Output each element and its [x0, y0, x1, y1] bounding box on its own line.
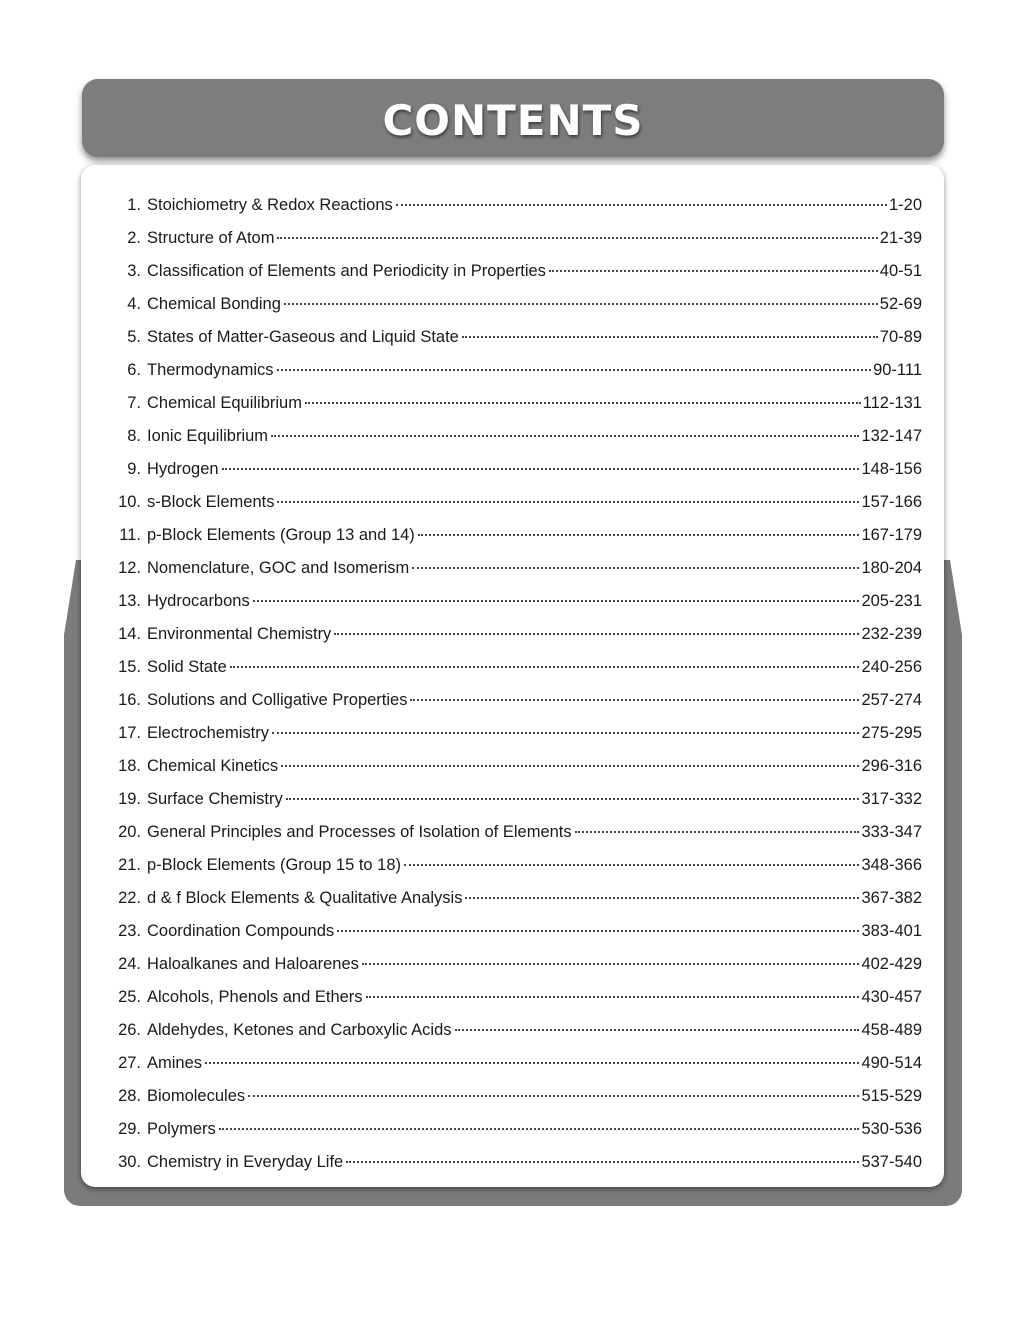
dot-leader — [362, 963, 860, 965]
chapter-number: 24. — [118, 955, 141, 973]
chapter-title: Chemistry in Everyday Life — [147, 1153, 344, 1171]
chapter-number: 12. — [118, 559, 141, 577]
chapter-title: p-Block Elements (Group 15 to 18) — [147, 856, 402, 874]
page-title: CONTENTS — [382, 96, 644, 145]
page-range: 275-295 — [861, 724, 922, 742]
toc-list — [111, 196, 922, 1186]
toc-entry[interactable] — [111, 823, 922, 856]
chapter-title: Classification of Elements and Periodicity in Properties — [147, 262, 546, 280]
chapter-title: Hydrogen — [147, 460, 219, 478]
dot-leader — [396, 204, 887, 206]
chapter-number: 17. — [118, 724, 141, 742]
page-range: 537-540 — [861, 1153, 922, 1171]
dot-leader — [271, 435, 859, 437]
chapter-title: General Principles and Processes of Isolation of Elements — [147, 823, 572, 841]
toc-entry[interactable] — [111, 1087, 922, 1120]
toc-entry[interactable] — [111, 592, 922, 625]
page-range: 458-489 — [861, 1021, 922, 1039]
chapter-number: 6. — [127, 361, 141, 379]
toc-entry[interactable] — [111, 625, 922, 658]
chapter-title: Nomenclature, GOC and Isomerism — [147, 559, 410, 577]
dot-leader — [277, 501, 859, 503]
chapter-number: 26. — [118, 1021, 141, 1039]
chapter-number: 16. — [118, 691, 141, 709]
page-range: 232-239 — [861, 625, 922, 643]
chapter-title: Solid State — [147, 658, 227, 676]
page-range: 90-111 — [873, 361, 922, 379]
chapter-number: 28. — [118, 1087, 141, 1105]
chapter-title: Biomolecules — [147, 1087, 246, 1105]
toc-entry[interactable] — [111, 889, 922, 922]
dot-leader — [284, 303, 878, 305]
chapter-title: Polymers — [147, 1120, 216, 1138]
page-range: 148-156 — [861, 460, 922, 478]
toc-entry[interactable] — [111, 1021, 922, 1054]
chapter-number: 25. — [118, 988, 141, 1006]
toc-entry[interactable] — [111, 724, 922, 757]
chapter-number: 5. — [127, 328, 141, 346]
toc-entry[interactable] — [111, 1120, 922, 1153]
toc-entry[interactable] — [111, 955, 922, 988]
page-range: 257-274 — [861, 691, 922, 709]
toc-entry[interactable] — [111, 922, 922, 955]
chapter-title: Aldehydes, Ketones and Carboxylic Acids — [147, 1021, 452, 1039]
page-range: 167-179 — [861, 526, 922, 544]
toc-entry[interactable] — [111, 757, 922, 790]
dot-leader — [412, 567, 859, 569]
toc-entry[interactable] — [111, 196, 922, 229]
page-range: 132-147 — [861, 427, 922, 445]
chapter-number: 11. — [119, 526, 141, 544]
chapter-title: d & f Block Elements & Qualitative Analysis — [147, 889, 463, 907]
chapter-title: Hydrocarbons — [147, 592, 250, 610]
chapter-number: 20. — [118, 823, 141, 841]
page-range: 402-429 — [861, 955, 922, 973]
chapter-number: 21. — [118, 856, 141, 874]
page-range: 367-382 — [861, 889, 922, 907]
dot-leader — [404, 864, 859, 866]
dot-leader — [253, 600, 860, 602]
dot-leader — [334, 633, 859, 635]
chapter-number: 27. — [118, 1054, 141, 1072]
chapter-title: Amines — [147, 1054, 203, 1072]
page-range: 383-401 — [861, 922, 922, 940]
dot-leader — [455, 1029, 860, 1031]
chapter-title: s-Block Elements — [147, 493, 275, 511]
page-range: 530-536 — [861, 1120, 922, 1138]
toc-card — [81, 165, 944, 1187]
toc-entry[interactable] — [111, 394, 922, 427]
chapter-title: Chemical Bonding — [147, 295, 281, 313]
dot-leader — [465, 897, 859, 899]
chapter-number: 15. — [118, 658, 141, 676]
chapter-number: 4. — [127, 295, 141, 313]
page-range: 430-457 — [861, 988, 922, 1006]
chapter-title: Thermodynamics — [147, 361, 274, 379]
dot-leader — [549, 270, 878, 272]
toc-entry[interactable] — [111, 691, 922, 724]
dot-leader — [305, 402, 861, 404]
page-range: 21-39 — [879, 229, 922, 247]
dot-leader — [248, 1095, 859, 1097]
toc-entry[interactable] — [111, 262, 922, 295]
page-range: 1-20 — [888, 196, 922, 214]
toc-entry[interactable] — [111, 460, 922, 493]
page-range: 112-131 — [862, 394, 922, 412]
chapter-number: 2. — [127, 229, 141, 247]
chapter-title: Solutions and Colligative Properties — [147, 691, 408, 709]
toc-entry[interactable] — [111, 526, 922, 559]
chapter-title: p-Block Elements (Group 13 and 14) — [147, 526, 415, 544]
page-range: 240-256 — [861, 658, 922, 676]
page-range: 40-51 — [879, 262, 922, 280]
chapter-number: 18. — [118, 757, 141, 775]
toc-entry[interactable] — [111, 790, 922, 823]
dot-leader — [575, 831, 860, 833]
dot-leader — [230, 666, 860, 668]
page-range: 296-316 — [861, 757, 922, 775]
toc-entry[interactable] — [111, 988, 922, 1021]
page-range: 333-347 — [861, 823, 922, 841]
toc-entry[interactable] — [111, 1054, 922, 1087]
dot-leader — [205, 1062, 859, 1064]
chapter-title: Chemical Equilibrium — [147, 394, 302, 412]
dot-leader — [418, 534, 860, 536]
page-range: 52-69 — [879, 295, 922, 313]
dot-leader — [219, 1128, 860, 1130]
toc-entry[interactable] — [111, 361, 922, 394]
chapter-number: 7. — [127, 394, 141, 412]
toc-entry[interactable] — [111, 493, 922, 526]
toc-entry[interactable] — [111, 328, 922, 361]
chapter-title: Alcohols, Phenols and Ethers — [147, 988, 363, 1006]
chapter-title: States of Matter-Gaseous and Liquid State — [147, 328, 459, 346]
chapter-number: 23. — [118, 922, 141, 940]
chapter-title: Chemical Kinetics — [147, 757, 279, 775]
page-range: 157-166 — [861, 493, 922, 511]
chapter-title: Environmental Chemistry — [147, 625, 332, 643]
toc-entry[interactable] — [111, 658, 922, 691]
toc-entry[interactable] — [111, 229, 922, 262]
dot-leader — [366, 996, 860, 998]
chapter-title: Coordination Compounds — [147, 922, 335, 940]
contents-header — [82, 79, 944, 157]
dot-leader — [277, 237, 877, 239]
chapter-number: 1. — [127, 196, 141, 214]
chapter-title: Stoichiometry & Redox Reactions — [147, 196, 393, 214]
chapter-number: 8. — [127, 427, 141, 445]
chapter-title: Ionic Equilibrium — [147, 427, 269, 445]
dot-leader — [410, 699, 859, 701]
page-range: 317-332 — [861, 790, 922, 808]
page-range: 515-529 — [861, 1087, 922, 1105]
chapter-number: 30. — [118, 1153, 141, 1171]
chapter-number: 3. — [127, 262, 141, 280]
page-range: 205-231 — [861, 592, 922, 610]
chapter-number: 22. — [118, 889, 141, 907]
dot-leader — [286, 798, 860, 800]
toc-entry[interactable] — [111, 295, 922, 328]
dot-leader — [281, 765, 859, 767]
chapter-number: 19. — [118, 790, 141, 808]
dot-leader — [462, 336, 878, 338]
dot-leader — [277, 369, 872, 371]
toc-entry[interactable] — [111, 1153, 922, 1186]
dot-leader — [346, 1161, 859, 1163]
chapter-number: 9. — [127, 460, 141, 478]
chapter-number: 29. — [118, 1120, 141, 1138]
toc-entry[interactable] — [111, 427, 922, 460]
chapter-title: Surface Chemistry — [147, 790, 283, 808]
dot-leader — [272, 732, 859, 734]
chapter-number: 10. — [118, 493, 141, 511]
page-range: 180-204 — [861, 559, 922, 577]
chapter-title: Haloalkanes and Haloarenes — [147, 955, 359, 973]
page-range: 348-366 — [861, 856, 922, 874]
chapter-number: 13. — [118, 592, 141, 610]
dot-leader — [222, 468, 860, 470]
dot-leader — [337, 930, 859, 932]
chapter-title: Structure of Atom — [147, 229, 275, 247]
page-range: 490-514 — [861, 1054, 922, 1072]
toc-entry[interactable] — [111, 559, 922, 592]
toc-entry[interactable] — [111, 856, 922, 889]
chapter-title: Electrochemistry — [147, 724, 269, 742]
chapter-number: 14. — [118, 625, 141, 643]
page-range: 70-89 — [879, 328, 922, 346]
